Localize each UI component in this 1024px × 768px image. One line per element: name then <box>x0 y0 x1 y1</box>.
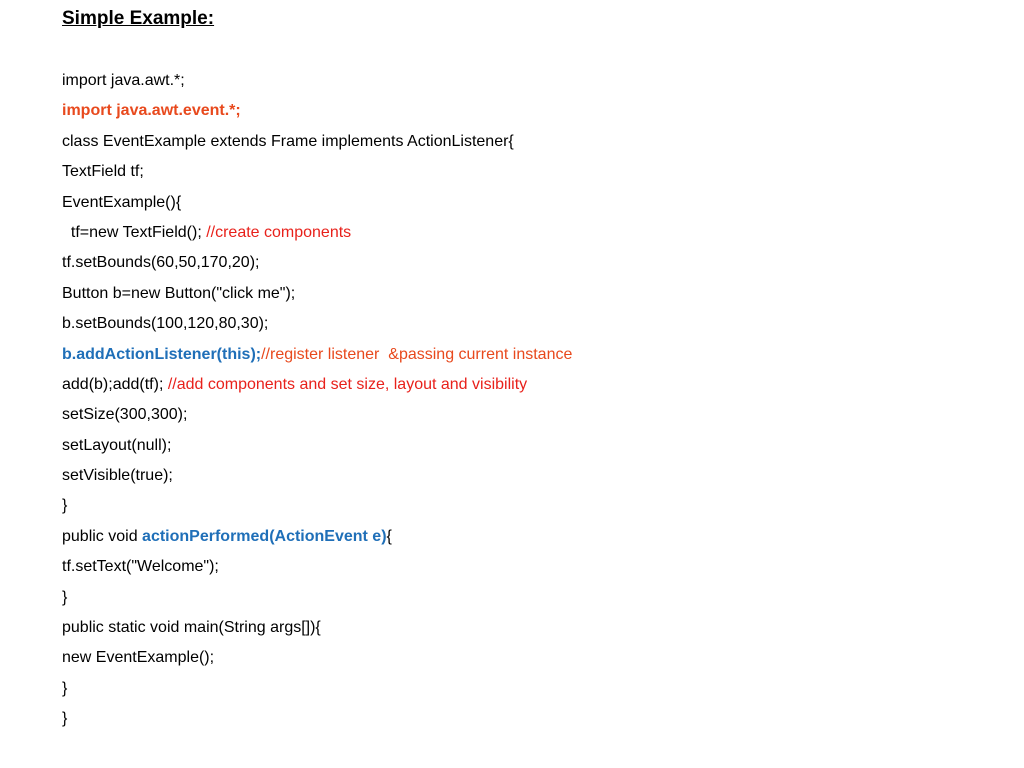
code-text: public static void main(String args[]){ <box>62 619 321 637</box>
code-text: add(b);add(tf); <box>62 375 168 393</box>
code-text: TextField tf; <box>62 163 144 181</box>
code-text: setLayout(null); <box>62 436 172 454</box>
code-line-highlighted <box>62 96 572 126</box>
code-text: public void <box>62 527 143 545</box>
code-text: import java.awt.*; <box>62 72 185 89</box>
code-text: Button b=new Button("click me"); <box>62 284 296 302</box>
code-highlight: b.addActionListener(this); <box>62 345 262 363</box>
code-text: tf.setBounds(60,50,170,20); <box>62 254 260 272</box>
code-line <box>62 218 572 248</box>
code-line <box>62 400 572 430</box>
code-text: tf=new TextField(); <box>62 223 207 241</box>
code-text: } <box>62 497 68 515</box>
code-comment: //create components <box>206 223 352 241</box>
code-line <box>62 66 572 96</box>
code-comment: //register listener &passing current instance <box>261 345 573 363</box>
code-line <box>62 674 572 704</box>
code-line <box>62 279 572 309</box>
code-line <box>62 461 572 491</box>
code-text: setVisible(true); <box>62 467 173 485</box>
code-line <box>62 188 572 218</box>
slide-title: Simple Example: <box>62 8 215 29</box>
code-text: new EventExample(); <box>62 649 215 667</box>
code-text: } <box>62 588 68 606</box>
code-line <box>62 552 572 582</box>
code-comment: //add components and set size, layout and visibility <box>167 375 528 393</box>
code-text: { <box>386 527 392 545</box>
code-block <box>62 66 572 735</box>
code-line <box>62 522 572 552</box>
code-highlight: actionPerformed(ActionEvent e) <box>142 527 387 545</box>
code-line <box>62 643 572 673</box>
code-line <box>62 491 572 521</box>
code-line <box>62 340 572 370</box>
code-text: } <box>62 710 68 728</box>
code-line <box>62 309 572 339</box>
code-text: tf.setText("Welcome"); <box>62 558 219 576</box>
code-line <box>62 613 572 643</box>
code-text: EventExample(){ <box>62 193 182 211</box>
code-text: class EventExample extends Frame implements ActionListener{ <box>62 132 514 150</box>
code-line <box>62 248 572 278</box>
code-text: } <box>62 679 68 697</box>
code-text: import java.awt.event.*; <box>62 102 241 120</box>
code-line <box>62 431 572 461</box>
code-line <box>62 127 572 157</box>
code-line <box>62 370 572 400</box>
code-text: setSize(300,300); <box>62 406 188 424</box>
code-text: b.setBounds(100,120,80,30); <box>62 315 269 333</box>
code-line <box>62 157 572 187</box>
code-line <box>62 583 572 613</box>
code-line <box>62 704 572 734</box>
